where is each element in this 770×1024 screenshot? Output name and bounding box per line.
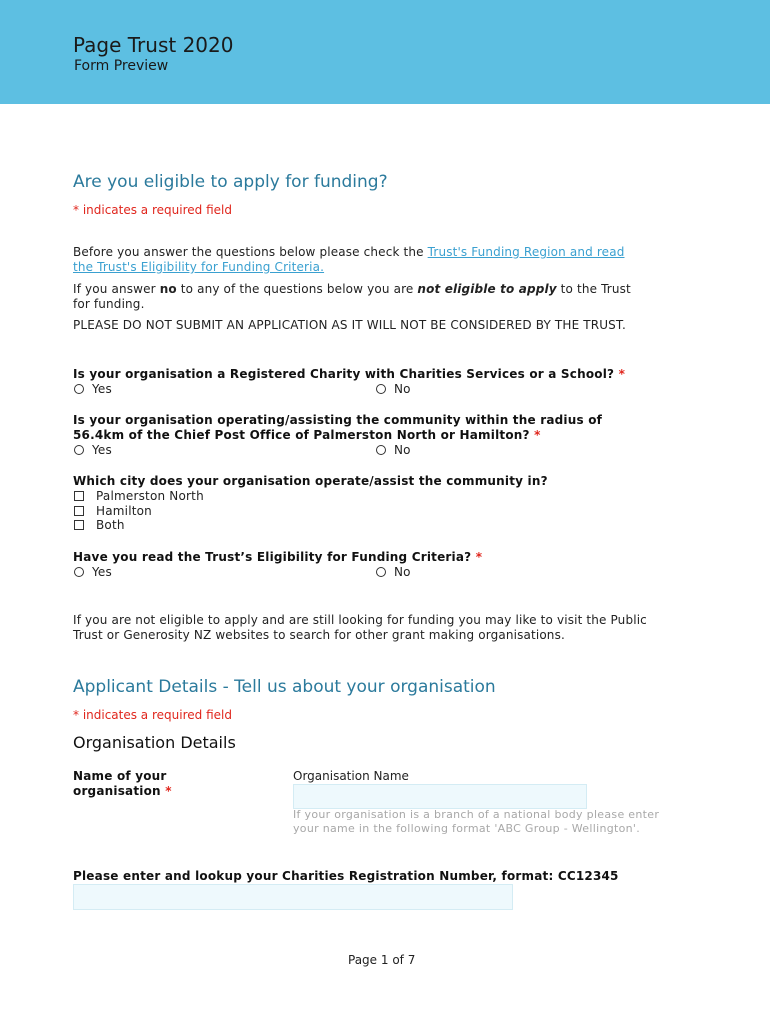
option-label: Hamilton	[96, 504, 152, 518]
charity-number-input[interactable]	[73, 884, 513, 910]
radio-circle-icon[interactable]	[376, 445, 386, 455]
required-field-note: * indicates a required field	[73, 203, 232, 217]
radio-option-yes[interactable]	[74, 565, 112, 580]
checkbox-square-icon[interactable]	[74, 520, 84, 530]
name-of-organisation-label: Name of your	[73, 769, 167, 783]
intro-paragraph	[73, 245, 693, 260]
question-text: Is your organisation a Registered Charity with Charities Services or a School?	[73, 367, 615, 381]
not-eligible-paragraph-line2: Trust or Generosity NZ websites to search for other grant making organisations.	[73, 628, 565, 642]
charity-number-label: Please enter and lookup your Charities Registration Number, format: CC12345	[73, 869, 619, 883]
applicant-section-title: Applicant Details - Tell us about your organisation	[73, 677, 496, 697]
intro-prefix-text: Before you answer the questions below please check the	[73, 245, 428, 259]
option-label: Yes	[92, 443, 112, 457]
funding-criteria-link-line2[interactable]: the Trust's Eligibility for Funding Criteria.	[73, 260, 325, 274]
checkbox-square-icon[interactable]	[74, 491, 84, 501]
required-star: *	[165, 784, 172, 798]
name-of-organisation-label-line2	[73, 784, 172, 799]
radio-option-no[interactable]	[376, 565, 411, 580]
do-not-submit-warning: PLEASE DO NOT SUBMIT AN APPLICATION AS IT WILL NOT BE CONSIDERED BY THE TRUST.	[73, 318, 626, 332]
organisation-name-input[interactable]	[293, 784, 587, 809]
answer-no-emphasis: no	[159, 282, 177, 296]
page-title: Page Trust 2020	[73, 33, 234, 57]
organisation-name-field-label: Organisation Name	[293, 769, 409, 783]
radio-circle-icon[interactable]	[74, 384, 84, 394]
answer-instructions	[73, 282, 693, 297]
option-label: Yes	[92, 565, 112, 579]
not-eligible-paragraph: If you are not eligible to apply and are still looking for funding you may like to visit the Public	[73, 613, 647, 627]
option-label: No	[394, 565, 411, 579]
page-number: Page 1 of 7	[348, 953, 416, 967]
option-label: Palmerston North	[96, 489, 204, 503]
not-eligible-emphasis: not eligible to apply	[417, 282, 557, 296]
option-label: No	[394, 382, 411, 396]
required-star: *	[618, 367, 626, 381]
answer-middle: to any of the questions below you are	[176, 282, 418, 296]
option-label: No	[394, 443, 411, 457]
funding-criteria-link[interactable]: Trust's Funding Region and read	[427, 245, 625, 259]
question-read-criteria	[73, 550, 482, 565]
label-text: organisation	[73, 784, 161, 798]
option-label: Both	[96, 518, 125, 532]
radio-circle-icon[interactable]	[376, 384, 386, 394]
question-city: Which city does your organisation operate/assist the community in?	[73, 474, 548, 488]
question-text: 56.4km of the Chief Post Office of Palmerston North or Hamilton?	[73, 428, 530, 442]
question-radius-line2	[73, 428, 541, 443]
radio-option-yes[interactable]	[74, 443, 112, 458]
radio-option-yes[interactable]	[74, 382, 112, 397]
radio-option-no[interactable]	[376, 382, 411, 397]
question-text: Have you read the Trust’s Eligibility for Funding Criteria?	[73, 550, 472, 564]
required-star: *	[475, 550, 483, 564]
checkbox-both[interactable]	[74, 518, 125, 533]
answer-prefix: If you answer	[73, 282, 160, 296]
page-subtitle: Form Preview	[74, 58, 169, 74]
checkbox-square-icon[interactable]	[74, 506, 84, 516]
organisation-details-heading: Organisation Details	[73, 733, 236, 752]
checkbox-hamilton[interactable]	[74, 504, 152, 519]
required-field-note: * indicates a required field	[73, 708, 232, 722]
question-registered-charity	[73, 367, 625, 382]
header-banner	[0, 0, 770, 104]
radio-option-no[interactable]	[376, 443, 411, 458]
radio-circle-icon[interactable]	[74, 567, 84, 577]
eligibility-section-title: Are you eligible to apply for funding?	[73, 172, 388, 192]
answer-suffix: to the Trust	[556, 282, 631, 296]
intro-link-line2	[73, 260, 324, 275]
organisation-name-hint-line2: your name in the following format 'ABC Group - Wellington'.	[293, 822, 641, 835]
radio-circle-icon[interactable]	[376, 567, 386, 577]
answer-line2: for funding.	[73, 297, 145, 311]
option-label: Yes	[92, 382, 112, 396]
question-radius: Is your organisation operating/assisting the community within the radius of	[73, 413, 603, 427]
radio-circle-icon[interactable]	[74, 445, 84, 455]
required-star: *	[534, 428, 541, 442]
checkbox-palmerston-north[interactable]	[74, 489, 204, 504]
organisation-name-hint: If your organisation is a branch of a national body please enter	[293, 808, 660, 821]
